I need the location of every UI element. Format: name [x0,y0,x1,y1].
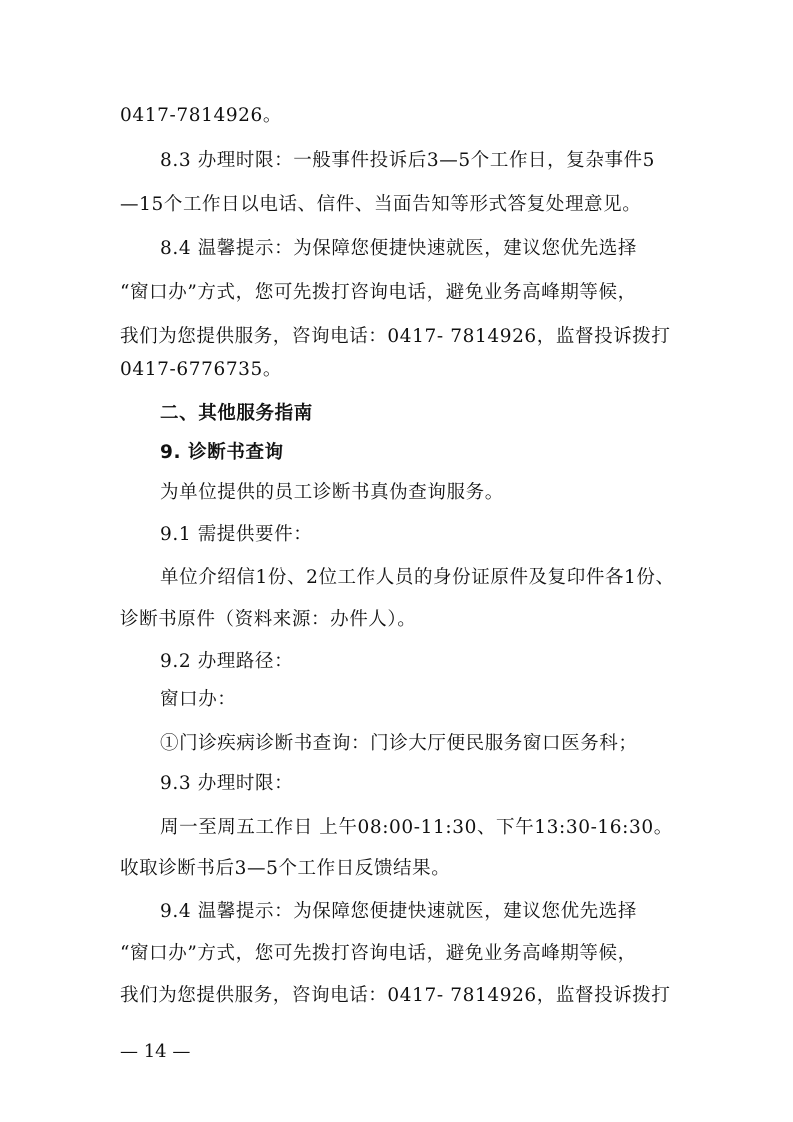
text-line: 为单位提供的员工诊断书真伪查询服务。 [160,482,504,503]
text-line: “窗口办”方式，您可先拨打咨询电话，避免业务高峰期等候， [120,943,637,964]
text-line: 0417-7814926。 [120,105,283,126]
subsection-heading: 9. 诊断书查询 [160,442,284,463]
text-line: 0417-6776735。 [120,359,283,380]
page-number: — 14 — [120,1041,191,1062]
text-line: 9.4 温馨提示：为保障您便捷快速就医，建议您优先选择 [160,901,638,922]
text-line: ①门诊疾病诊断书查询：门诊大厅便民服务窗口医务科； [160,733,638,754]
text-line: 9.2 办理路径： [160,651,294,672]
text-line: —15个工作日以电话、信件、当面告知等形式答复处理意见。 [120,194,642,215]
section-heading: 二、其他服务指南 [160,403,313,424]
text-line: 周一至周五工作日 上午08:00-11:30、下午13:30-16:30。 [160,817,673,838]
text-line: 8.4 温馨提示：为保障您便捷快速就医，建议您优先选择 [160,238,638,259]
text-line: 单位介绍信1份、2位工作人员的身份证原件及复印件各1份、 [160,567,675,588]
text-line: 我们为您提供服务，咨询电话：0417- 7814926，监督投诉拨打 [120,985,671,1006]
text-line: 收取诊断书后3—5个工作日反馈结果。 [120,858,451,879]
text-line: “窗口办”方式，您可先拨打咨询电话，避免业务高峰期等候， [120,282,637,303]
text-line: 窗口办： [160,689,237,710]
text-line: 我们为您提供服务，咨询电话：0417- 7814926，监督投诉拨打 [120,326,671,347]
text-line: 9.3 办理时限： [160,773,294,794]
text-line: 诊断书原件（资料来源：办件人）。 [120,609,417,630]
text-line: 8.3 办理时限：一般事件投诉后3—5个工作日，复杂事件5 [160,150,656,171]
text-line: 9.1 需提供要件： [160,524,313,545]
